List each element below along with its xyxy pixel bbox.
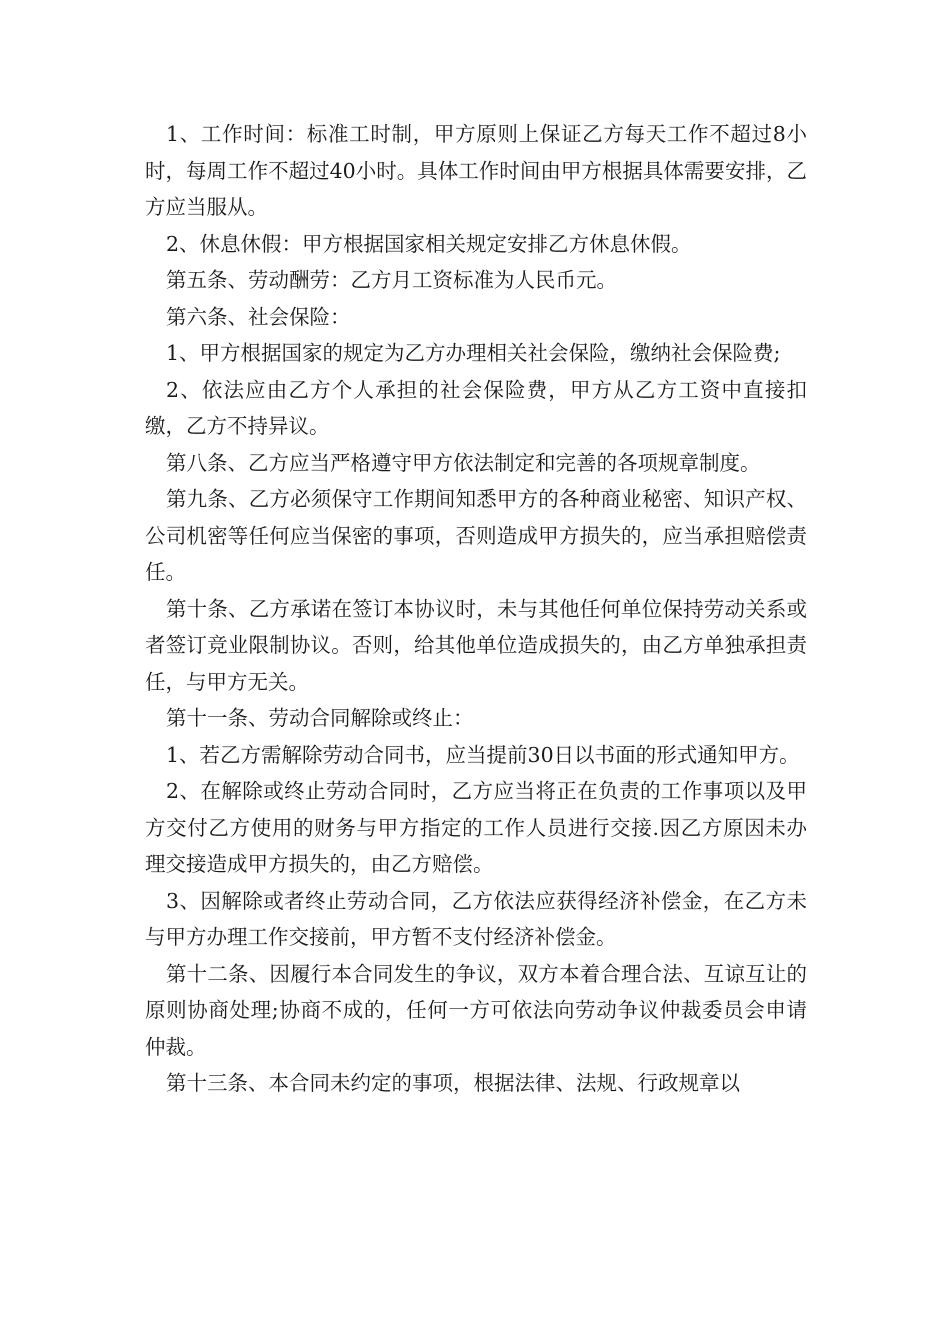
document-page bbox=[145, 116, 807, 1102]
paragraph-article-9: 第九条、乙方必须保守工作期间知悉甲方的各种商业秘密、知识产权、公司机密等任何应当保密的事项，否则造成甲方损失的，应当承担赔偿责任。 bbox=[145, 487, 807, 584]
paragraph-social-insurance-1: 1、甲方根据国家的规定为乙方办理相关社会保险，缴纳社会保险费; bbox=[166, 341, 781, 365]
paragraph-article-13: 第十三条、本合同未约定的事项，根据法律、法规、行政规章以 bbox=[166, 1071, 740, 1095]
paragraph-termination-1: 1、若乙方需解除劳动合同书，应当提前30日以书面的形式通知甲方。 bbox=[166, 742, 800, 767]
paragraph-article-6: 第六条、社会保险： bbox=[166, 304, 351, 329]
paragraph-article-8: 第八条、乙方应当严格遵守甲方依法制定和完善的各项规章制度。 bbox=[166, 450, 761, 475]
paragraph-article-11: 第十一条、劳动合同解除或终止： bbox=[166, 706, 474, 730]
paragraph-termination-3: 3、因解除或者终止劳动合同，乙方依法应获得经济补偿金，在乙方未与甲方办理工作交接前，甲方暂不支付经济补偿金。 bbox=[145, 888, 807, 949]
paragraph-rest-leave: 2、休息休假：甲方根据国家相关规定安排乙方休息休假。 bbox=[166, 231, 692, 256]
paragraph-work-hours: 1、工作时间：标准工时制，甲方原则上保证乙方每天工作不超过8小时，每周工作不超过40小时。具体工作时间由甲方根据具体需要安排，乙方应当服从。 bbox=[145, 122, 807, 219]
paragraph-article-10: 第十条、乙方承诺在签订本协议时，未与其他任何单位保持劳动关系或者签订竞业限制协议。否则，给其他单位造成损失的，由乙方单独承担责任，与甲方无关。 bbox=[145, 596, 807, 694]
paragraph-social-insurance-2: 2、依法应由乙方个人承担的社会保险费，甲方从乙方工资中直接扣缴，乙方不持异议。 bbox=[145, 377, 807, 438]
paragraph-article-5: 第五条、劳动酬劳：乙方月工资标准为人民币元。 bbox=[166, 268, 617, 292]
paragraph-termination-2: 2、在解除或终止劳动合同时，乙方应当将正在负责的工作事项以及甲方交付乙方使用的财务与甲方指定的工作人员进行交接.因乙方原因未办理交接造成甲方损失的，由乙方赔偿。 bbox=[145, 779, 807, 876]
paragraph-article-12: 第十二条、因履行本合同发生的争议，双方本着合理合法、互谅互让的原则协商处理;协商不成的，任何一方可依法向劳动争议仲裁委员会申请仲裁。 bbox=[145, 961, 807, 1059]
